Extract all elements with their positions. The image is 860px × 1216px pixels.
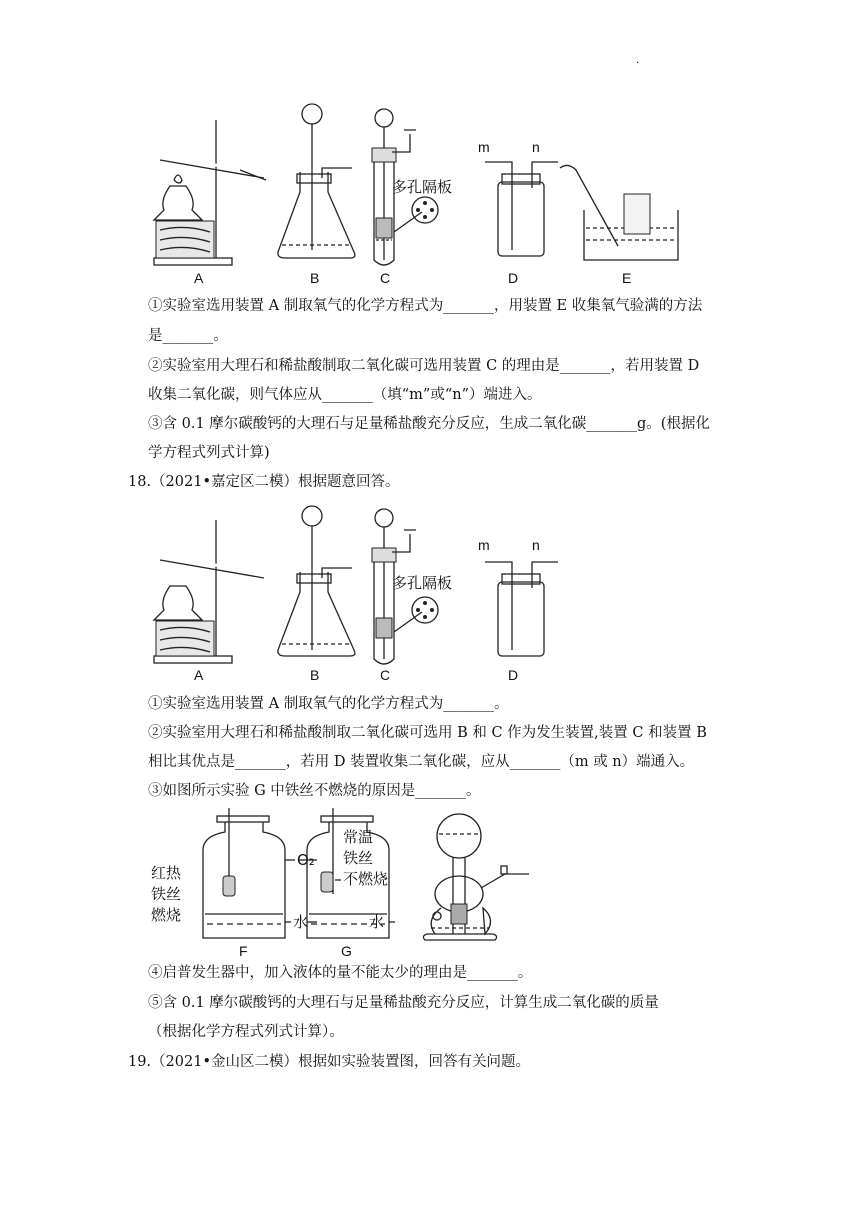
apparatus-c-drawing — [372, 109, 452, 286]
o2-label: O₂ — [297, 851, 315, 869]
apparatus-figure-1 — [140, 100, 700, 290]
g-label-line2: 铁丝 — [343, 849, 374, 867]
partition-label-1: 多孔隔板 — [392, 178, 453, 196]
bottle-f-drawing — [151, 808, 295, 958]
f-label-line2: 铁丝 — [151, 885, 182, 903]
q18-sub2-line1: ②实验室用大理石和稀盐酸制取二氧化碳可选用 B 和 C 作为发生装置,装置 C 和装置 B — [148, 725, 707, 741]
label-b: B — [310, 270, 320, 286]
water-label-left: 水 — [293, 913, 309, 931]
apparatus-a2-drawing — [154, 520, 268, 683]
q17-sub3-line2: 学方程式列式计算) — [148, 445, 270, 461]
q18-sub5-line1: ⑤含 0.1 摩尔碳酸钙的大理石与足量稀盐酸充分反应，计算生成二氧化碳的质量 — [148, 995, 659, 1011]
water-label-right: 水 — [369, 913, 385, 931]
q18-heading: 18.（2021•嘉定区二模）根据题意回答。 — [128, 474, 400, 490]
port-n-1: n — [532, 139, 540, 155]
apparatus-figure-2 — [140, 504, 580, 689]
q17-sub3-line1: ③含 0.1 摩尔碳酸钙的大理石与足量稀盐酸充分反应，生成二氧化碳_______g。(根据化 — [148, 416, 710, 432]
label-a2: A — [194, 667, 204, 683]
label-b2: B — [310, 667, 320, 683]
q17-sub1-line2: 是_______。 — [148, 328, 228, 344]
corner-mark: · — [636, 58, 640, 69]
label-c2: C — [380, 667, 391, 683]
q17-sub2-line1: ②实验室用大理石和稀盐酸制取二氧化碳可选用装置 C 的理由是_______，若用装置 D — [148, 358, 700, 374]
bottle-label-f: F — [239, 943, 248, 958]
q18-sub3: ③如图所示实验 G 中铁丝不燃烧的原因是_______。 — [148, 783, 481, 799]
bottle-g-drawing — [299, 808, 395, 958]
label-c: C — [380, 270, 391, 286]
label-d2: D — [508, 667, 519, 683]
q18-sub2-line2: 相比其优点是_______，若用 D 装置收集二氧化碳，应从_______（m 或 n）端通入。 — [148, 754, 695, 770]
kipp-generator-drawing — [423, 814, 529, 940]
apparatus-b2-drawing — [278, 506, 355, 683]
q18-sub5-line2: （根据化学方程式列式计算）。 — [148, 1024, 344, 1040]
q17-sub2-line2: 收集二氧化碳，则气体应从_______（填“m”或“n”）端进入。 — [148, 387, 542, 403]
apparatus-figure-fg — [145, 808, 545, 958]
g-label-line3: 不燃烧 — [343, 870, 389, 888]
apparatus-d2-drawing — [478, 537, 558, 683]
q19-heading: 19.（2021•金山区二模）根据如实验装置图，回答有关问题。 — [128, 1054, 531, 1070]
bottle-label-g: G — [341, 943, 352, 958]
port-m-2: m — [478, 537, 490, 553]
q18-sub4: ④启普发生器中，加入液体的量不能太少的理由是_______。 — [148, 965, 533, 981]
apparatus-d-drawing — [478, 139, 558, 286]
label-a: A — [194, 270, 204, 286]
q18-sub1: ①实验室选用装置 A 制取氧气的化学方程式为_______。 — [148, 696, 509, 712]
g-label-line1: 常温 — [343, 828, 374, 846]
f-label-line1: 红热 — [151, 864, 182, 882]
port-m-1: m — [478, 139, 490, 155]
apparatus-c2-drawing — [372, 509, 452, 683]
port-n-2: n — [532, 537, 540, 553]
partition-label-2: 多孔隔板 — [392, 574, 453, 592]
apparatus-a-drawing — [154, 120, 268, 286]
apparatus-b-drawing — [278, 104, 355, 286]
f-label-line3: 燃烧 — [151, 906, 182, 924]
label-e: E — [622, 270, 632, 286]
q17-sub1-line1: ①实验室选用装置 A 制取氧气的化学方程式为_______，用装置 E 收集氧气验满的方法 — [148, 298, 703, 314]
apparatus-e-drawing — [560, 165, 678, 286]
label-d: D — [508, 270, 519, 286]
